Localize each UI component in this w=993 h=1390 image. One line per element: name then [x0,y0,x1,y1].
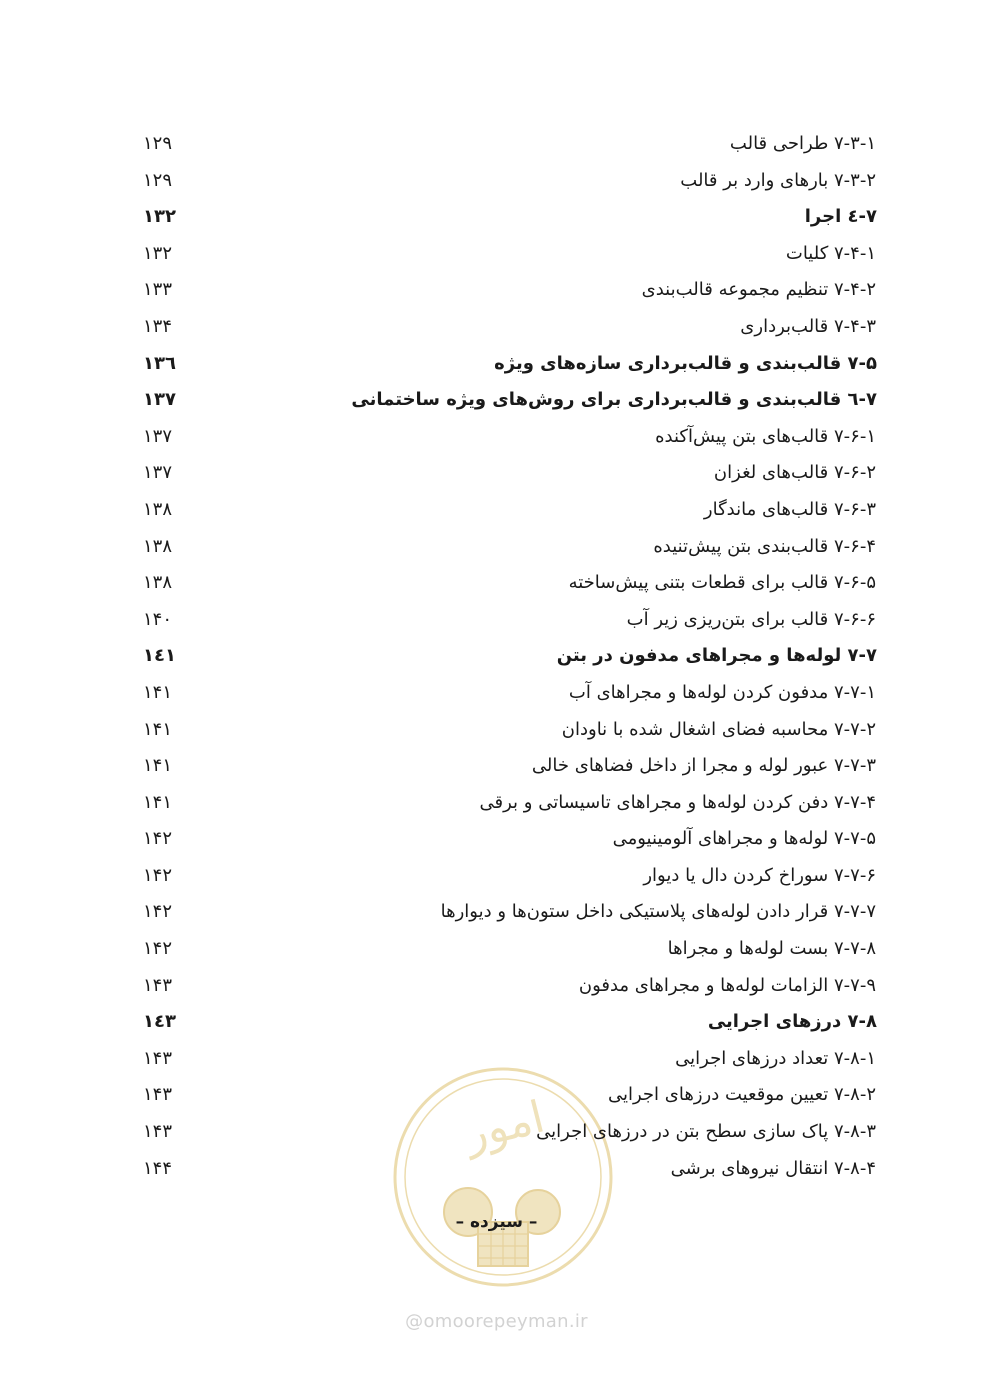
toc-subsection-row [0,311,993,348]
toc-entry-title: ۷-۷-۲ محاسبه فضای اشغال شده با ناودان [561,718,876,740]
toc-entry-page: ۱۴۳ [143,1047,173,1069]
toc-subsection-row [0,604,993,641]
toc-entry-page: ۱۳۲ [143,242,173,264]
toc-subsection-row [0,970,993,1007]
page-number-footer: – سیزده – [455,1212,538,1232]
toc-entry-page: ۱۳۷ [143,462,173,484]
toc-entry-title: ۷-۷-۶ سوراخ کردن دال یا دیوار [643,864,876,886]
toc-subsection-row [0,860,993,897]
toc-entry-page: ۱۴۲ [143,901,173,923]
toc-section-row [0,348,993,385]
toc-entry-title: ۷-۴-۱ کلیات [785,242,876,264]
toc-subsection-row [0,1079,993,1116]
toc-entry-page: ۱۳۴ [143,315,173,337]
toc-entry-title: ۷-٦ قالب‌بندی و قالب‌برداری برای روش‌های ویژه ساختمانی [351,389,877,411]
toc-subsection-row [0,1116,993,1153]
toc-entry-page: ۱۲۹ [143,133,173,154]
toc-subsection-row [0,165,993,202]
toc-entry-title: ۷-۸ درزهای اجرایی [707,1011,877,1033]
toc-entry-title: ۷-۶-۲ قالب‌های لغزان [713,462,876,484]
toc-entry-title: ۷-٤ اجرا [804,206,877,228]
toc-subsection-row [0,274,993,311]
toc-subsection-row [0,567,993,604]
toc-section-row [0,1006,993,1043]
toc-subsection-row [0,750,993,787]
toc-entry-page: ۱۴۱ [143,755,173,777]
toc-entry-title: ۷-۴-۳ قالب‌برداری [740,315,876,337]
toc-entry-page: ۱۴۳ [143,1084,173,1106]
toc-entry-page: ۱۴۱ [143,791,173,813]
toc-subsection-row [0,1153,993,1190]
toc-entry-page: ۱۳۷ [143,425,173,447]
toc-subsection-row [0,933,993,970]
toc-entry-title: ۷-۷ لوله‌ها و مجراهای مدفون در بتن [556,645,877,667]
toc-entry-title: ۷-۷-۳ عبور لوله و مجرا از داخل فضاهای خالی [531,755,876,777]
toc-entry-page: ۱۳۳ [143,279,173,301]
toc-subsection-row [0,714,993,751]
toc-entry-title: ۷-۷-۸ بست لوله‌ها و مجراها [667,938,876,960]
toc-entry-title: ۷-۳-۲ بارهای وارد بر قالب [680,169,876,191]
toc-subsection-row [0,896,993,933]
toc-entry-page: ۱۴۲ [143,828,173,850]
toc-entry-title: ۷-۸-۳ پاک سازی سطح بتن در درزهای اجرایی [536,1121,876,1143]
toc-entry-page: ۱۴۴ [143,1157,173,1179]
toc-entry-title: ۷-۶-۱ قالب‌های بتن پیش‌آکنده [655,425,876,447]
toc-entry-page: ۱۳۷ [143,389,176,411]
toc-entry-title: ۷-۸-۲ تعیین موقعیت درزهای اجرایی [607,1084,876,1106]
toc-entry-page: ۱۳۲ [143,206,176,228]
toc-entry-page: ۱۴۲ [143,864,173,886]
toc-subsection-row [0,531,993,568]
toc-entry-title: ۷-۷-۱ مدفون کردن لوله‌ها و مجراهای آب [568,681,876,703]
toc-section-row [0,640,993,677]
toc-entry-page: ۱۴۱ [143,681,173,703]
toc-entry-page: ۱۴۲ [143,938,173,960]
toc-entry-page: ۱٤۱ [143,645,176,667]
toc-subsection-row [0,421,993,458]
toc-subsection-row [0,1043,993,1080]
toc-entry-page: ۱۴۳ [143,1121,173,1143]
toc-subsection-row [0,787,993,824]
toc-entry-title: ۷-۶-۵ قالب برای قطعات بتنی پیش‌ساخته [568,572,876,594]
toc-entry-page: ۱۴۱ [143,718,173,740]
watermark-handle: @omoorepeyman.ir [405,1311,588,1332]
toc-section-row [0,384,993,421]
toc-entry-page: ۱۴۰ [143,608,173,630]
toc-entry-title: ۷-۵ قالب‌بندی و قالب‌برداری سازه‌های ویژه [494,352,877,374]
toc-entry-page: ۱۲۹ [143,169,173,191]
toc-entry-page: ۱۴۳ [143,974,173,996]
toc-entry-title: ۷-۶-۳ قالب‌های ماندگار [703,498,876,520]
toc-entry-title: ۷-۸-۱ تعداد درزهای اجرایی [675,1047,876,1069]
toc-entry-title: ۷-۷-۵ لوله‌ها و مجراهای آلومینیومی [612,828,876,850]
toc-subsection-row [0,823,993,860]
toc-entry-title: ۷-۶-۴ قالب‌بندی بتن پیش‌تنیده [653,535,876,557]
toc-entry-page: ۱۳۸ [143,535,173,557]
toc-subsection-row [0,238,993,275]
toc-entry-page: ۱۳٦ [143,352,176,374]
toc-entry-title: ۷-۳-۱ طراحی قالب [729,133,876,154]
toc-entry-title: ۷-۷-۹ الزامات لوله‌ها و مجراهای مدفون [578,974,876,996]
svg-text:امور: امور [459,1091,550,1161]
toc-entry-title: ۷-۷-۷ قرار دادن لوله‌های پلاستیکی داخل ستون‌ها و دیوارها [440,901,876,923]
toc-entry-title: ۷-۷-۴ دفن کردن لوله‌ها و مجراهای تاسیساتی و برقی [479,791,876,813]
toc-subsection-row [0,128,993,165]
toc-subsection-row [0,457,993,494]
toc-subsection-row [0,494,993,531]
toc-entry-page: ۱۳۸ [143,498,173,520]
toc-entry-title: ۷-۶-۶ قالب برای بتن‌ریزی زیر آب [626,608,876,630]
toc-entry-page: ۱٤۳ [143,1011,176,1033]
table-of-contents [0,128,993,1189]
toc-entry-title: ۷-۴-۲ تنظیم مجموعه قالب‌بندی [641,279,876,301]
toc-section-row [0,201,993,238]
toc-subsection-row [0,677,993,714]
toc-entry-page: ۱۳۸ [143,572,173,594]
toc-entry-title: ۷-۸-۴ انتقال نیروهای برشی [670,1157,876,1179]
